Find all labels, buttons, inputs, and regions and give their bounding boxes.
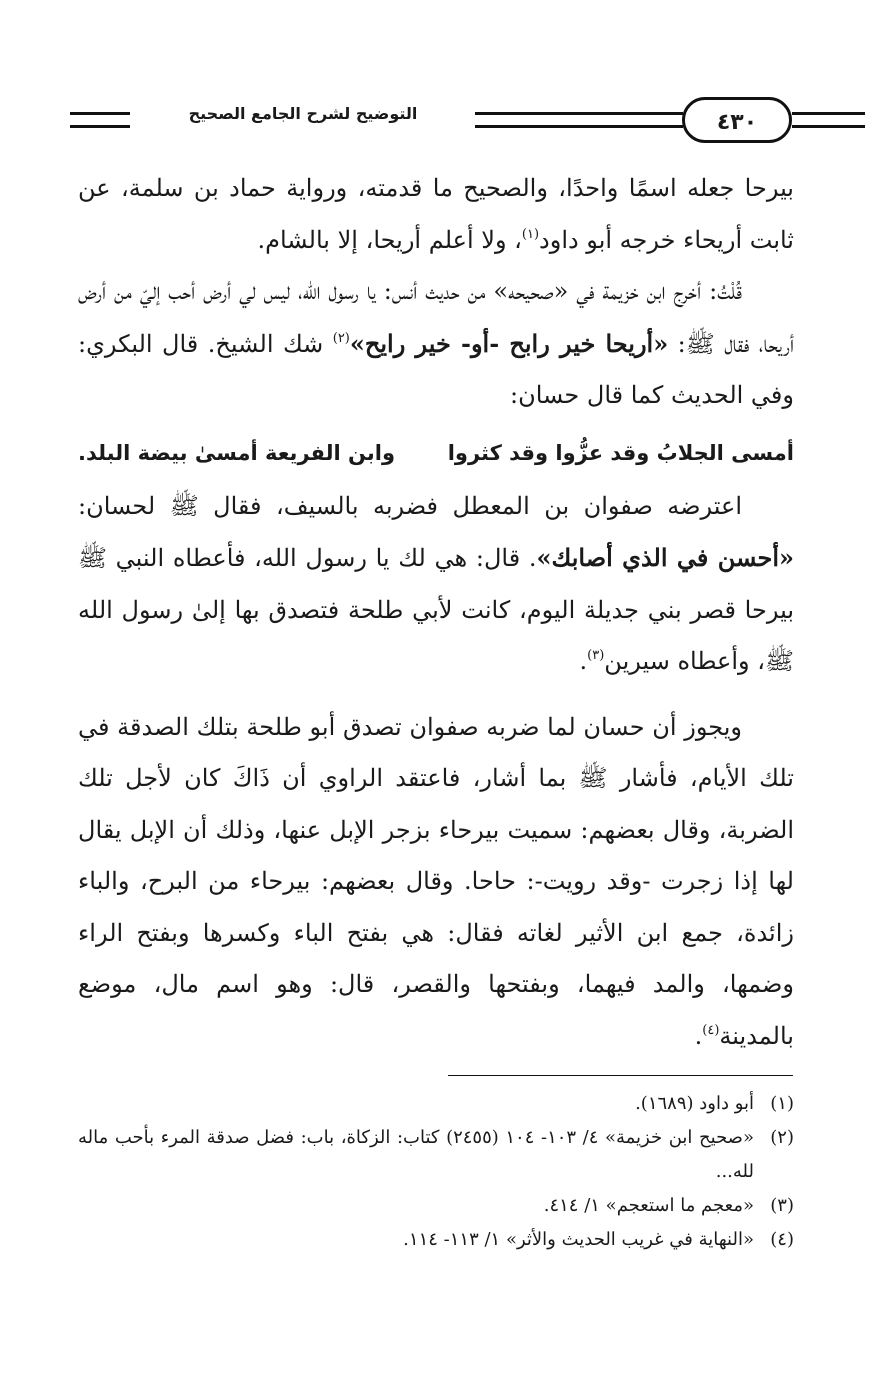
paragraph-text: ، ولا أعلم أريحا، إلا بالشام.	[257, 225, 522, 254]
page-number: ٤٣٠	[682, 97, 792, 143]
paragraph-text: اعترضه صفوان بن المعطل فضربه بالسيف، فقال ﷺ لحسان:	[78, 491, 742, 520]
footnote-number: (٣)	[770, 1195, 794, 1216]
footnote-ref[interactable]: (٤)	[702, 1022, 720, 1038]
header-rule-right	[792, 112, 865, 128]
footnote-text: «صحيح ابن خزيمة» ٤/ ١٠٣- ١٠٤ (٢٤٥٥) كتاب: الزكاة، باب: فضل صدقة المرء بأحب ماله لله...	[78, 1127, 754, 1182]
hadith-quote: «أريحا خير رابح -أو- خير رايح»	[349, 328, 669, 358]
footnote-3	[78, 1189, 794, 1223]
footnote-text: «معجم ما استعجم» ١/ ٤١٤.	[543, 1195, 754, 1216]
footnote-4	[78, 1223, 794, 1257]
verse-first-hemistich: أمسى الجلابُ وقد عزُّوا وقد كثروا	[447, 440, 794, 465]
poetry-verse	[78, 428, 794, 479]
footnote-text: أبو داود (١٦٨٩).	[635, 1093, 754, 1114]
running-header	[70, 92, 810, 152]
footnote-ref[interactable]: (١)	[521, 226, 540, 242]
paragraph-text: .	[694, 1021, 703, 1050]
paragraph-text: .	[579, 647, 588, 675]
header-rule-left	[70, 112, 130, 128]
header-rule-middle	[475, 112, 683, 128]
footnote-number: (٢)	[770, 1127, 794, 1148]
footnote-separator	[448, 1075, 793, 1076]
paragraph-text: . قال: هي لك يا رسول الله، فأعطاه النبي ﷺ بيرحا قصر بني جديلة اليوم، كانت لأبي طلحة فتصدق بها إلىٰ رسول الله ﷺ، وأعطاه سيرين	[78, 544, 794, 675]
paragraph-text: شك الشيخ. قال البكري: وفي الحديث كما قال حسان:	[78, 329, 794, 409]
paragraph-1	[78, 163, 794, 266]
paragraph-3	[78, 481, 794, 688]
footnotes	[78, 1087, 794, 1257]
book-title: التوضيح لشرح الجامع الصحيح	[188, 104, 418, 123]
paragraph-text: قُلْتُ: أخرج ابن خزيمة في «صحيحه» من حديث أنس: يا رسول الله، ليس لي أرض أحب إليّ من أرض أريحا، فقال ﷺ:	[78, 277, 794, 358]
footnote-text: «النهاية في غريب الحديث والأثر» ١/ ١١٣- ١١٤.	[403, 1229, 754, 1250]
footnote-2	[78, 1121, 794, 1189]
footnote-number: (١)	[770, 1093, 794, 1114]
verse-second-hemistich: وابن الفريعة أمسىٰ بيضة البلد.	[78, 440, 396, 465]
hadith-quote: «أحسن في الذي أصابك»	[536, 543, 794, 572]
footnote-ref[interactable]: (٢)	[332, 330, 350, 346]
main-text	[78, 163, 794, 1062]
paragraph-text: بيرحا جعله اسمًا واحدًا، والصحيح ما قدمته، ورواية حماد بن سلمة، عن ثابت أريحاء خرجه أبو داود	[78, 174, 794, 254]
paragraph-2	[78, 266, 794, 422]
paragraph-text: ويجوز أن حسان لما ضربه صفوان تصدق أبو طلحة بتلك الصدقة في تلك الأيام، فأشار ﷺ بما أشار، فاعتقد الراوي أن ذَاكَ كان لأجل تلك الضربة، وقال بعضهم: سميت بيرحاء بزجر الإبل عنها، وذلك أن الإبل يقال لها إذا زجرت -وقد رويت-: حاحا. وقال بعضهم: بيرحاء من البرح، والباء زائدة، جمع ابن الأثير لغاته فقال: هي بفتح الباء وكسرها وبفتح الراء وضمها، والمد فيهما، وبفتحها والقصر، قال: وهو اسم مال، موضع بالمدينة	[78, 712, 794, 1050]
footnote-ref[interactable]: (٣)	[587, 648, 605, 663]
footnote-number: (٤)	[770, 1229, 794, 1250]
footnote-1	[78, 1087, 794, 1121]
paragraph-4	[78, 702, 794, 1063]
